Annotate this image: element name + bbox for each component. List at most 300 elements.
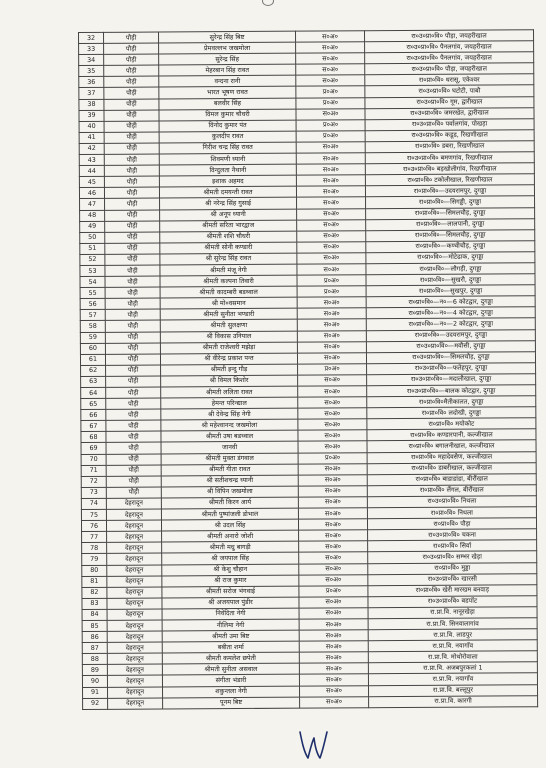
cell-post: स०अ०	[299, 530, 368, 542]
cell-district: देहरादून	[107, 587, 162, 598]
cell-post: स०अ०	[298, 408, 367, 420]
cell-num: 79	[82, 554, 107, 565]
cell-school: रा०प्रा०वि० कण्डारपानी, कल्जीखाल	[367, 429, 536, 441]
cell-num: 69	[81, 443, 106, 454]
cell-district: पौड़ी	[105, 298, 160, 309]
cell-school: रा०प्रा०वि०मैतीकालत, दुगड्डा	[367, 396, 536, 408]
cell-post: स०अ०	[296, 175, 365, 187]
cell-district: देहरादून	[107, 620, 162, 631]
cell-district: पौड़ी	[105, 210, 160, 221]
cell-district: पौड़ी	[104, 32, 159, 43]
cell-district: पौड़ी	[105, 287, 160, 298]
cell-school: रा.प्रा.वि. मोथोरोवाला	[368, 651, 537, 663]
cell-post: स०अ०	[297, 208, 366, 220]
cell-school: रा.प्रा.वि. अजबपुरकलां 1	[368, 662, 537, 674]
cell-post: स०अ०	[296, 153, 365, 165]
cell-school: रा.प्रा.वि. नानूरखेड़ा	[368, 607, 537, 619]
cell-num: 81	[82, 576, 107, 587]
cell-num: 85	[82, 620, 107, 631]
cell-name: बलवीर सिंह	[159, 98, 296, 110]
cell-post: प्र०अ०	[296, 86, 365, 98]
cell-num: 60	[80, 343, 105, 354]
cell-district: देहरादून	[107, 631, 162, 642]
cell-num: 40	[79, 121, 104, 132]
cell-name: श्रीमती सुनीता भण्डारी	[160, 309, 297, 321]
cell-name: प्रेमवल्लभ जखमोला	[159, 42, 296, 54]
cell-name: भारत भूषण रावत	[159, 87, 296, 99]
cell-post: स०अ०	[296, 142, 365, 154]
cell-district: देहरादून	[106, 498, 161, 509]
cell-name: हेमन्त परिन्द्याल	[161, 397, 298, 409]
cell-school: रा.प्रा.वि. नयागाँव	[368, 673, 537, 685]
cell-school: रा०प्रा०वि०—न०—4 कोटद्वार, दुगड्डा	[366, 307, 535, 319]
cell-district: देहरादून	[107, 531, 162, 542]
cell-district: पौड़ी	[105, 254, 160, 265]
cell-num: 34	[79, 55, 104, 66]
cell-district: पौड़ी	[106, 387, 161, 398]
cell-name: श्रीमती मंजू नेगी	[160, 264, 297, 276]
cell-school: रा०प्रा०वि०—उदयरामपुर, दुगड्डा	[366, 329, 535, 341]
cell-name: जानवी	[161, 442, 298, 454]
cell-district: पौड़ी	[106, 476, 161, 487]
cell-school: रा०उ०प्रा०वि० खारसी	[368, 573, 537, 585]
cell-name: श्री उदल सिंह	[161, 519, 298, 531]
cell-num: 54	[80, 276, 105, 287]
cell-district: पौड़ी	[105, 265, 160, 276]
cell-post: स०अ०	[298, 486, 367, 498]
cell-post: स०अ०	[299, 630, 368, 642]
cell-num: 50	[80, 232, 105, 243]
cell-post: स०अ०	[297, 242, 366, 254]
cell-school: रा०प्रा०वि० बगालनीखाल, कल्जीखाल	[367, 440, 536, 452]
cell-num: 35	[79, 66, 104, 77]
cell-post: स०अ०	[298, 419, 367, 431]
cell-num: 59	[80, 332, 105, 343]
cell-name: श्रीमती सुलक्षणा	[160, 320, 297, 332]
cell-district: पौड़ी	[105, 221, 160, 232]
cell-district: देहरादून	[107, 564, 162, 575]
cell-district: पौड़ी	[105, 320, 160, 331]
cell-num: 37	[79, 88, 104, 99]
cell-school: रा०उ०प्रा०वि० बड़खोलीगांव, रिखणीखाल	[365, 163, 534, 175]
cell-name: श्रीमती सरोज भंगवाई	[162, 586, 299, 598]
cell-name: सुरेन्द्र सिंह	[159, 53, 296, 65]
cell-school: रा०उ०प्रा०वि० पौड़ा, जयहरीखाल	[365, 63, 534, 75]
cell-district: देहरादून	[107, 553, 162, 564]
cell-name: श्रीमती राजेश्वरी मझेड़ा	[160, 342, 297, 354]
cell-post: स०अ०	[299, 674, 368, 686]
cell-num: 73	[81, 487, 106, 498]
cell-district: पौड़ी	[104, 143, 159, 154]
cell-post: स०अ०	[297, 308, 366, 320]
cell-num: 70	[81, 454, 106, 465]
cell-district: पौड़ी	[105, 198, 160, 209]
cell-post: स०अ०	[296, 75, 365, 87]
cell-post: स०अ०	[297, 197, 366, 209]
cell-num: 42	[79, 143, 104, 154]
cell-name: श्रीमती कल्पना तिवारी	[160, 275, 297, 287]
cell-name: श्रीमती सरिता भारद्वाज	[160, 220, 297, 232]
cell-district: देहरादून	[107, 609, 162, 620]
cell-num: 83	[82, 598, 107, 609]
cell-district: पौड़ी	[104, 54, 159, 65]
cell-num: 58	[80, 321, 105, 332]
cell-post: स०अ०	[296, 42, 365, 54]
cell-district: पौड़ी	[106, 420, 161, 431]
cell-num: 51	[80, 243, 105, 254]
cell-name: निवेदिता नेगी	[162, 608, 299, 620]
cell-num: 48	[80, 210, 105, 221]
cell-school: रा०प्रा०वि०—लौगड़ी, दुगड्डा	[366, 263, 535, 275]
cell-name: श्रीमती दमयन्ती रावत	[159, 186, 296, 198]
cell-num: 41	[79, 132, 104, 143]
cell-num: 62	[81, 365, 106, 376]
table-row	[83, 695, 538, 709]
cell-post: स०अ०	[297, 253, 366, 265]
cell-name: शिवमणी ध्यानी	[159, 153, 296, 165]
cell-school: रा.प्रा.वि. लाडपुर	[368, 629, 537, 641]
cell-num: 86	[82, 631, 107, 642]
cell-post: स०अ०	[299, 663, 368, 675]
cell-post: स०अ०	[297, 230, 366, 242]
cell-school: रा०प्रा०वि० निथला	[367, 507, 536, 519]
cell-post: स०अ०	[297, 297, 366, 309]
cell-name: श्री केशु चौहान	[162, 564, 299, 576]
cell-school: रा०उ०प्रा०वि०—बालक कोटद्वार, दुगड्डा	[367, 385, 536, 397]
cell-school: रा०प्रा०वि० सिर्वा	[368, 540, 537, 552]
cell-name: श्रीमती उषा बडथ्वाल	[161, 431, 298, 443]
cell-name: श्रीमती कमलेश छपेती	[162, 652, 299, 664]
cell-name: श्री अजयपाल पुंडीर	[162, 597, 299, 609]
cell-name: श्रीमती शशि चौधरी	[160, 231, 297, 243]
signature-mark	[296, 728, 332, 762]
cell-district: देहरादून	[106, 509, 161, 520]
cell-name: श्रीमती मुक्ता डंगवाल	[161, 453, 298, 465]
teacher-list-table	[78, 29, 538, 709]
cell-post: स०अ०	[299, 641, 368, 653]
cell-post: स०अ०	[299, 574, 368, 586]
cell-post: प्र०अ०	[296, 119, 365, 131]
cell-num: 76	[81, 520, 106, 531]
cell-school: रा०प्रा०वि० धरासू, एकेश्वर	[365, 74, 534, 86]
table-body	[79, 30, 538, 709]
cell-name: श्री महेश्वानन्द जखमोला	[161, 419, 298, 431]
cell-post: स०अ०	[299, 685, 368, 697]
cell-name: शकुन्तला नेगी	[162, 686, 299, 698]
cell-district: देहरादून	[107, 576, 162, 587]
cell-district: पौड़ी	[106, 376, 161, 387]
cell-school: रा०प्रा०वि०—उदयरामपुर, दुगड्डा	[365, 185, 534, 197]
cell-district: पौड़ी	[105, 332, 160, 343]
cell-post: स०अ०	[296, 64, 365, 76]
cell-num: 82	[82, 587, 107, 598]
cell-name: श्री अनूप ध्यानी	[160, 209, 297, 221]
cell-name: श्री देवेन्द्र सिंह नेगी	[161, 408, 298, 420]
cell-post: स०अ०	[298, 508, 367, 520]
cell-post: स०अ०	[297, 219, 366, 231]
cell-school: रा०प्रा०वि०—सुखपुर, दुगड्डा	[366, 285, 535, 297]
cell-name: पूनम बिष्ट	[163, 697, 300, 709]
cell-num: 52	[80, 254, 105, 265]
cell-district: पौड़ी	[105, 354, 160, 365]
cell-name: श्री विमल किशोर	[161, 375, 298, 387]
cell-district: पौड़ी	[104, 43, 159, 54]
cell-school: रा०प्रा०वि०—लालपानी, दुगड्डा	[366, 218, 535, 230]
cell-school: रा.प्रा.वि. कारगी	[369, 695, 538, 707]
cell-district: पौड़ी	[104, 110, 159, 121]
cell-name: विन्दुलता नैथानी	[159, 164, 296, 176]
cell-name: श्री सतीशचन्द्र ध्यानी	[161, 475, 298, 487]
cell-name: श्रीमती उमा बिष्ट	[162, 630, 299, 642]
cell-name: श्रीमती कादम्बरी बडथ्वाल	[160, 286, 297, 298]
cell-school: रा०उ०प्रा०वि० जमरखेत, द्वारीखाल	[365, 107, 534, 119]
cell-school: रा०प्रा०वि०—सिमलचौड़, दुगड्डा	[366, 229, 535, 241]
cell-num: 43	[79, 154, 104, 165]
cell-district: देहरादून	[108, 687, 163, 698]
cell-name: बबीता शर्मा	[162, 641, 299, 653]
cell-post: स०अ०	[298, 519, 367, 531]
cell-post: स०अ०	[299, 608, 368, 620]
cell-school: रा०प्रा०वि० मयोकोट	[367, 418, 536, 430]
cell-post: स०अ०	[299, 541, 368, 553]
cell-school: रा०प्रा०वि०—मोटेढाक, दुगड्डा	[366, 252, 535, 264]
cell-district: पौड़ी	[104, 176, 159, 187]
cell-post: स०अ०	[297, 341, 366, 353]
cell-post: स०अ०	[300, 696, 369, 708]
cell-school: रा०प्रा०वि०—कण्वीचौड़, दुगड्डा	[366, 240, 535, 252]
cell-district: पौड़ी	[106, 442, 161, 453]
cell-district: पौड़ी	[106, 454, 161, 465]
cell-num: 65	[81, 398, 106, 409]
cell-district: देहरादून	[107, 653, 162, 664]
cell-post: स०अ०	[298, 497, 367, 509]
cell-num: 32	[79, 32, 104, 43]
cell-num: 68	[81, 432, 106, 443]
cell-num: 46	[79, 188, 104, 199]
cell-school: रा०प्रा०वि०—न०—6 कोटद्वार, दुगड्डा	[366, 296, 535, 308]
cell-post: स०अ०	[296, 53, 365, 65]
cell-name: श्री विकास उनियाल	[160, 331, 297, 343]
cell-district: पौड़ी	[104, 132, 159, 143]
cell-school: रा.प्रा.वि. सिनवालागांव	[368, 618, 537, 630]
cell-district: देहरादून	[107, 598, 162, 609]
cell-district: पौड़ी	[105, 276, 160, 287]
cell-school: रा०उ०प्रा०वि० पर्वालगांव, पोखड़ा	[365, 118, 534, 130]
cell-district: देहरादून	[108, 698, 163, 709]
cell-school: रा०उ०प्रा०वि० सम्भर खेड़ा	[368, 551, 537, 563]
cell-school: रा०उ०प्रा०वि०—मदालौखाल, दुगड्डा	[367, 374, 536, 386]
cell-name: श्रीमती ललिता रावत	[161, 386, 298, 398]
cell-num: 39	[79, 110, 104, 121]
cell-district: पौड़ी	[105, 309, 160, 320]
cell-district: पौड़ी	[106, 365, 161, 376]
cell-post: प्र०अ०	[296, 97, 365, 109]
cell-school: रा.प्रा.वि. बल्लूपुर	[368, 684, 537, 696]
cell-name: श्रीमती अनारो जोशी	[162, 530, 299, 542]
cell-school: रा०प्रा०वि०—सुखरौ, दुगड्डा	[366, 274, 535, 286]
cell-num: 36	[79, 77, 104, 88]
cell-post: स०अ०	[298, 375, 367, 387]
cell-post: स०अ०	[296, 108, 365, 120]
cell-district: पौड़ी	[104, 99, 159, 110]
cell-name: श्रीमती सुनीता असवाल	[162, 664, 299, 676]
cell-num: 74	[81, 498, 106, 509]
cell-post: स०अ०	[297, 330, 366, 342]
cell-post: स०अ०	[298, 397, 367, 409]
cell-post: प्र०अ०	[299, 585, 368, 597]
cell-post: स०अ०	[298, 441, 367, 453]
cell-school: रा०उ०प्रा०वि० घटोटी, पाबौ	[365, 85, 534, 97]
cell-district: पौड़ी	[104, 76, 159, 87]
cell-name: श्री वीरेन्द्र प्रकाश पन्त	[160, 353, 297, 365]
cell-post: स०अ०	[299, 563, 368, 575]
cell-district: पौड़ी	[104, 165, 159, 176]
cell-school: रा०प्रा०वि० महादेवसैण, कल्जीखाल	[367, 451, 536, 463]
cell-school: रा०उ०प्रा०वि० निथला	[367, 496, 536, 508]
cell-school: रा०उ०प्रा०वि० पौड़ा, जयहरीखाल	[364, 30, 533, 42]
cell-num: 64	[81, 387, 106, 398]
cell-school: रा०प्रा०वि० डाबरीखाल, कल्जीखाल	[367, 462, 536, 474]
cell-post: स०अ०	[297, 264, 366, 276]
cell-num: 33	[79, 43, 104, 54]
cell-post: स०अ०	[298, 430, 367, 442]
cell-num: 44	[79, 165, 104, 176]
cell-name: संगीता भंडारी	[162, 675, 299, 687]
cell-district: देहरादून	[107, 642, 162, 653]
cell-name: नीलिमा नेगी	[162, 619, 299, 631]
cell-num: 61	[80, 354, 105, 365]
cell-name: श्री विपिन जखमोला	[161, 486, 298, 498]
cell-district: देहरादून	[106, 520, 161, 531]
cell-name: श्रीमती इन्दु गौड़	[161, 364, 298, 376]
cell-name: सुरेन्द्र सिंह बिष्ट	[159, 31, 296, 43]
cell-num: 63	[81, 376, 106, 387]
cell-num: 56	[80, 299, 105, 310]
cell-name: श्रीमती सोनी कण्डारी	[160, 242, 297, 254]
cell-school: रा०उ०प्रा०वि०—सिमलचौड़, दुगड्डा	[366, 351, 535, 363]
cell-num: 89	[82, 665, 107, 676]
cell-post: स०अ०	[295, 31, 364, 43]
cell-num: 78	[82, 543, 107, 554]
cell-num: 80	[82, 565, 107, 576]
cell-num: 84	[82, 609, 107, 620]
cell-name: विनोद कुमार पंत	[159, 120, 296, 132]
cell-post: स०अ०	[299, 597, 368, 609]
cell-num: 75	[81, 509, 106, 520]
cell-name: वन्दना रानी	[159, 76, 296, 88]
cell-name: श्रीमती मधु बागड़ी	[162, 541, 299, 553]
cell-district: पौड़ी	[105, 243, 160, 254]
cell-school: रा.प्रा.वि. नयागाँव	[368, 640, 537, 652]
cell-num: 53	[80, 265, 105, 276]
cell-district: पौड़ी	[105, 232, 160, 243]
cell-num: 67	[81, 421, 106, 432]
cell-num: 87	[82, 642, 107, 653]
cell-school: रा०प्रा०वि० बाडाडांडा, बीरौंखाल	[367, 473, 536, 485]
cell-school: रा०उ०प्रा०वि० पैनलगांव, जयहरीखाल	[365, 52, 534, 64]
cell-school: रा०प्रा०वि० टकोलीखाल, रिखणीखाल	[365, 174, 534, 186]
cell-post: प्र०अ०	[297, 286, 366, 298]
cell-name: कुलदीप रावत	[159, 131, 296, 143]
cell-num: 49	[80, 221, 105, 232]
cell-post: स०अ०	[296, 186, 365, 198]
cell-post: स०अ०	[298, 386, 367, 398]
cell-district: पौड़ी	[104, 65, 159, 76]
cell-district: पौड़ी	[106, 431, 161, 442]
cell-num: 90	[82, 676, 107, 687]
cell-num: 47	[80, 199, 105, 210]
cell-post: प्र०अ०	[296, 131, 365, 143]
cell-district: पौड़ी	[104, 154, 159, 165]
cell-name: श्री जयपाल सिंह	[162, 553, 299, 565]
cell-school: रा०प्रा०वि०—सिमलचौड़, दुगड्डा	[366, 207, 535, 219]
cell-num: 66	[81, 410, 106, 421]
cell-num: 88	[82, 654, 107, 665]
cell-name: श्री राज कुमार	[162, 575, 299, 587]
cell-school: रा०उ०प्रा०वि० पैनलगांव, जयहरीखाल	[365, 41, 534, 53]
cell-name: मेहरबान सिंह रावत	[159, 64, 296, 76]
cell-post: प्र०अ०	[298, 364, 367, 376]
cell-school: रा०प्रा०वि०—सिगड्डी, दुगड्डा	[366, 196, 535, 208]
cell-name: श्री नरेन्द्र सिंह गुसाई	[160, 198, 297, 210]
cell-num: 55	[80, 287, 105, 298]
cell-name: श्री सुरेन्द्र सिंह रावत	[160, 253, 297, 265]
cell-district: पौड़ी	[104, 187, 159, 198]
cell-school: रा०उ०प्रा०वि०—मवौसी, दुगड्डा	[366, 340, 535, 352]
cell-school: रा०प्रा०वि० खेरी मारखम बनवाड़	[368, 584, 537, 596]
hole-punch-mark	[262, 0, 274, 6]
cell-district: पौड़ी	[105, 343, 160, 354]
cell-school: रा०प्रा०वि० मुड्डा	[368, 562, 537, 574]
cell-post: स०अ०	[298, 463, 367, 475]
cell-post: स०अ०	[299, 552, 368, 564]
cell-district: पौड़ी	[106, 487, 161, 498]
cell-school: रा०उ०प्रा०वि० बमणगांव, रिखणीखाल	[365, 152, 534, 164]
cell-district: देहरादून	[107, 664, 162, 675]
cell-name: विमल कुमार चौधरी	[159, 109, 296, 121]
cell-num: 91	[83, 687, 108, 698]
cell-post: स०अ०	[299, 619, 368, 631]
cell-num: 92	[83, 698, 108, 709]
cell-district: देहरादून	[107, 542, 162, 553]
cell-post: स०अ०	[298, 474, 367, 486]
cell-post: प्र०अ०	[298, 452, 367, 464]
cell-name: श्रीमती पुष्पांजली डोभाल	[161, 508, 298, 520]
cell-school: रा०प्रा०वि०—न०—2 कोटद्वार, दुगड्डा	[366, 318, 535, 330]
cell-school: रा०उ०प्रा०वि० बडपॉट	[368, 595, 537, 607]
cell-school: रा०प्रा०वि० पौड़ा	[367, 518, 536, 530]
cell-name: श्रीमती किरन आर्य	[161, 497, 298, 509]
cell-school: रा०उ०प्रा०वि० कडूड, रिखणीखाल	[365, 130, 534, 142]
cell-num: 45	[79, 177, 104, 188]
cell-num: 57	[80, 310, 105, 321]
cell-district: देहरादून	[107, 675, 162, 686]
cell-school: रा०उ०प्रा०वि०—फतेहपुर, दुगड्डा	[367, 363, 536, 375]
cell-district: पौड़ी	[104, 121, 159, 132]
cell-name: गिरीश चन्द्र सिंह रावत	[159, 142, 296, 154]
cell-district: पौड़ी	[104, 87, 159, 98]
cell-district: पौड़ी	[106, 409, 161, 420]
cell-num: 38	[79, 99, 104, 110]
cell-name: श्री मो०वसमान	[160, 297, 297, 309]
cell-post: स०अ०	[297, 352, 366, 364]
cell-school: रा०प्रा०वि० डबरा, रिखणीखाल	[365, 141, 534, 153]
cell-school: रा०उ०प्रा०वि० चकना	[368, 529, 537, 541]
cell-school: रा०प्रा०वि० लैंगल, बीरौंखाल	[367, 485, 536, 497]
cell-name: इशाक अहमद	[159, 175, 296, 187]
cell-num: 77	[82, 532, 107, 543]
cell-name: श्रीमती गीता रावत	[161, 464, 298, 476]
